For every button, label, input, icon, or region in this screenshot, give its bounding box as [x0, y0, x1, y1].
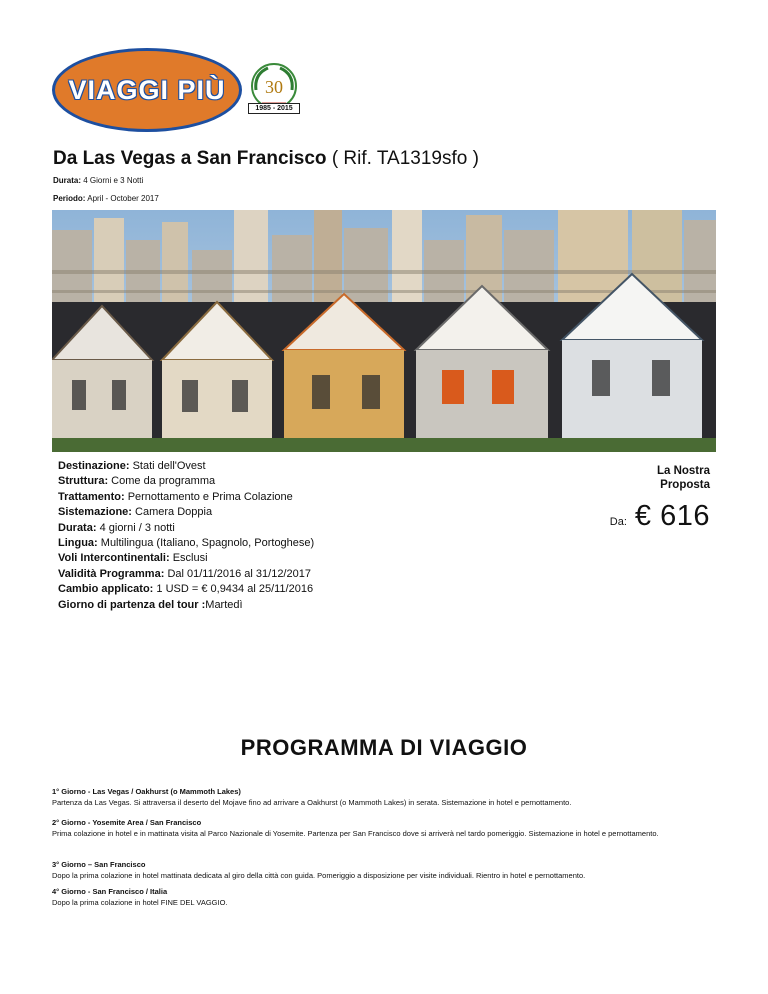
day-text: Partenza da Las Vegas. Si attraversa il deserto del Mojave fino ad arrivare a Oakhurst (o Mammoth Lakes) in serata. Sistemazione in hotel e pernottamento.	[52, 798, 572, 807]
program-day	[52, 860, 716, 881]
program-day	[52, 887, 716, 908]
meta-duration-value: 4 Giorni e 3 Notti	[83, 176, 144, 185]
spec-row: Voli Intercontinentali: Esclusi	[58, 552, 208, 565]
day-title: 3° Giorno – San Francisco	[52, 860, 146, 869]
day-text: Dopo la prima colazione in hotel mattinata dedicata al giro della città con guida. Pomeriggio a disposizione per visite individuali. Rientro in hotel e pernottamento.	[52, 871, 586, 880]
proposal-label-2: Proposta	[660, 479, 710, 491]
spec-row: Lingua: Multilingua (Italiano, Spagnolo, Portoghese)	[58, 537, 315, 550]
meta-period-label: Periodo:	[53, 194, 86, 203]
spec-row: Sistemazione: Camera Doppia	[58, 506, 213, 519]
day-text: Dopo la prima colazione in hotel FINE DEL VAGGIO.	[52, 898, 228, 907]
san-francisco-photo	[52, 210, 716, 452]
program-day	[52, 787, 716, 808]
meta-period-value: April - October 2017	[87, 194, 159, 203]
logo-oval	[52, 48, 242, 132]
meta-period	[53, 194, 159, 203]
price-box	[610, 464, 710, 533]
spec-row: Trattamento: Pernottamento e Prima Colazione	[58, 490, 293, 503]
spec-row: Giorno di partenza del tour :Martedì	[58, 598, 243, 611]
day-text: Prima colazione in hotel e in mattinata visita al Parco Nazionale di Yosemite. Partenza per San Francisco dove si arriverà nel tardo pomeriggio. Sistemazione in hotel e pernottamento.	[52, 829, 659, 838]
program-title: PROGRAMMA DI VIAGGIO	[240, 735, 528, 760]
spec-row: Validità Programma: Dal 01/11/2016 al 31/12/2017	[58, 567, 311, 580]
proposal-label-1: La Nostra	[656, 465, 710, 477]
price-value: € 616	[634, 500, 710, 532]
seal-years: 1985 - 2015	[248, 103, 300, 114]
trip-reference: ( Rif. TA1319sfo )	[331, 148, 479, 169]
meta-duration-label: Durata:	[53, 176, 82, 185]
program-day	[52, 818, 716, 839]
day-title: 4° Giorno - San Francisco / Italia	[52, 887, 168, 896]
logo-brand-text: VIAGGI PIÙ	[68, 74, 226, 105]
day-title: 1° Giorno - Las Vegas / Oakhurst (o Mammoth Lakes)	[52, 787, 241, 796]
day-title: 2° Giorno - Yosemite Area / San Francisco	[52, 818, 202, 827]
spec-row: Cambio applicato: 1 USD = € 0,9434 al 25/11/2016	[58, 583, 314, 596]
trip-specs	[58, 459, 478, 613]
trip-title	[53, 148, 479, 170]
price-from-label: Da:	[609, 516, 627, 528]
meta-duration	[53, 176, 143, 185]
spec-row: Struttura: Come da programma	[58, 475, 216, 488]
logo	[52, 48, 302, 134]
spec-row: Durata: 4 giorni / 3 notti	[58, 521, 175, 534]
price-row	[610, 500, 710, 533]
spec-row: Destinazione: Stati dell'Ovest	[58, 460, 206, 472]
trip-title-text: Da Las Vegas a San Francisco	[53, 148, 327, 169]
seal-number: 30	[265, 77, 283, 97]
